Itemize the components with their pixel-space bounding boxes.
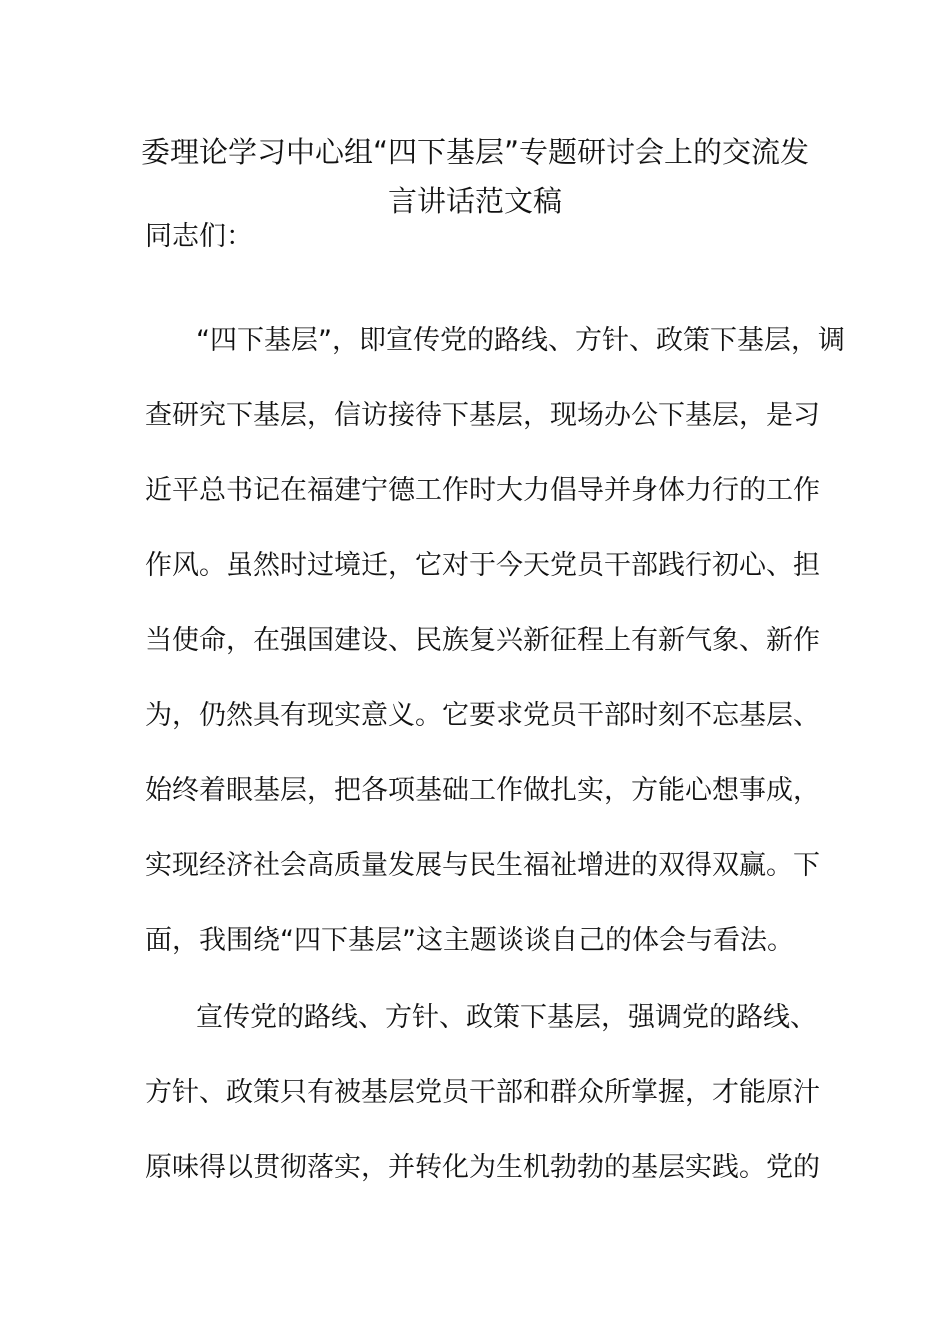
salutation: 同志们： [145,221,253,252]
paragraph-line: 当使命，在强国建设、民族复兴新征程上有新气象、新作 [145,625,820,656]
paragraph-line: 为，仍然具有现实意义。它要求党员干部时刻不忘基层、 [145,700,820,731]
paragraph-line: 实现经济社会高质量发展与民生福祉增进的双得双赢。下 [145,850,820,881]
paragraph-line: 方针、政策只有被基层党员干部和群众所掌握，才能原汁 [145,1077,820,1108]
document-title-line-1: 委理论学习中心组“四下基层”专题研讨会上的交流发 [140,135,810,169]
paragraph-line: 查研究下基层，信访接待下基层，现场办公下基层，是习 [145,400,820,431]
paragraph-line: 近平总书记在福建宁德工作时大力倡导并身体力行的工作 [145,475,820,506]
paragraph-line: 作风。虽然时过境迁，它对于今天党员干部践行初心、担 [145,550,820,581]
paragraph-line: 宣传党的路线、方针、政策下基层，强调党的路线、 [196,1002,817,1033]
paragraph-line: “四下基层”，即宣传党的路线、方针、政策下基层，调 [196,325,845,356]
document-title-line-2: 言讲话范文稿 [387,184,562,218]
paragraph-line: 面，我围绕“四下基层”这主题谈谈自己的体会与看法。 [145,925,794,956]
paragraph-line: 原味得以贯彻落实，并转化为生机勃勃的基层实践。党的 [145,1152,820,1183]
paragraph-line: 始终着眼基层，把各项基础工作做扎实，方能心想事成， [145,775,820,806]
